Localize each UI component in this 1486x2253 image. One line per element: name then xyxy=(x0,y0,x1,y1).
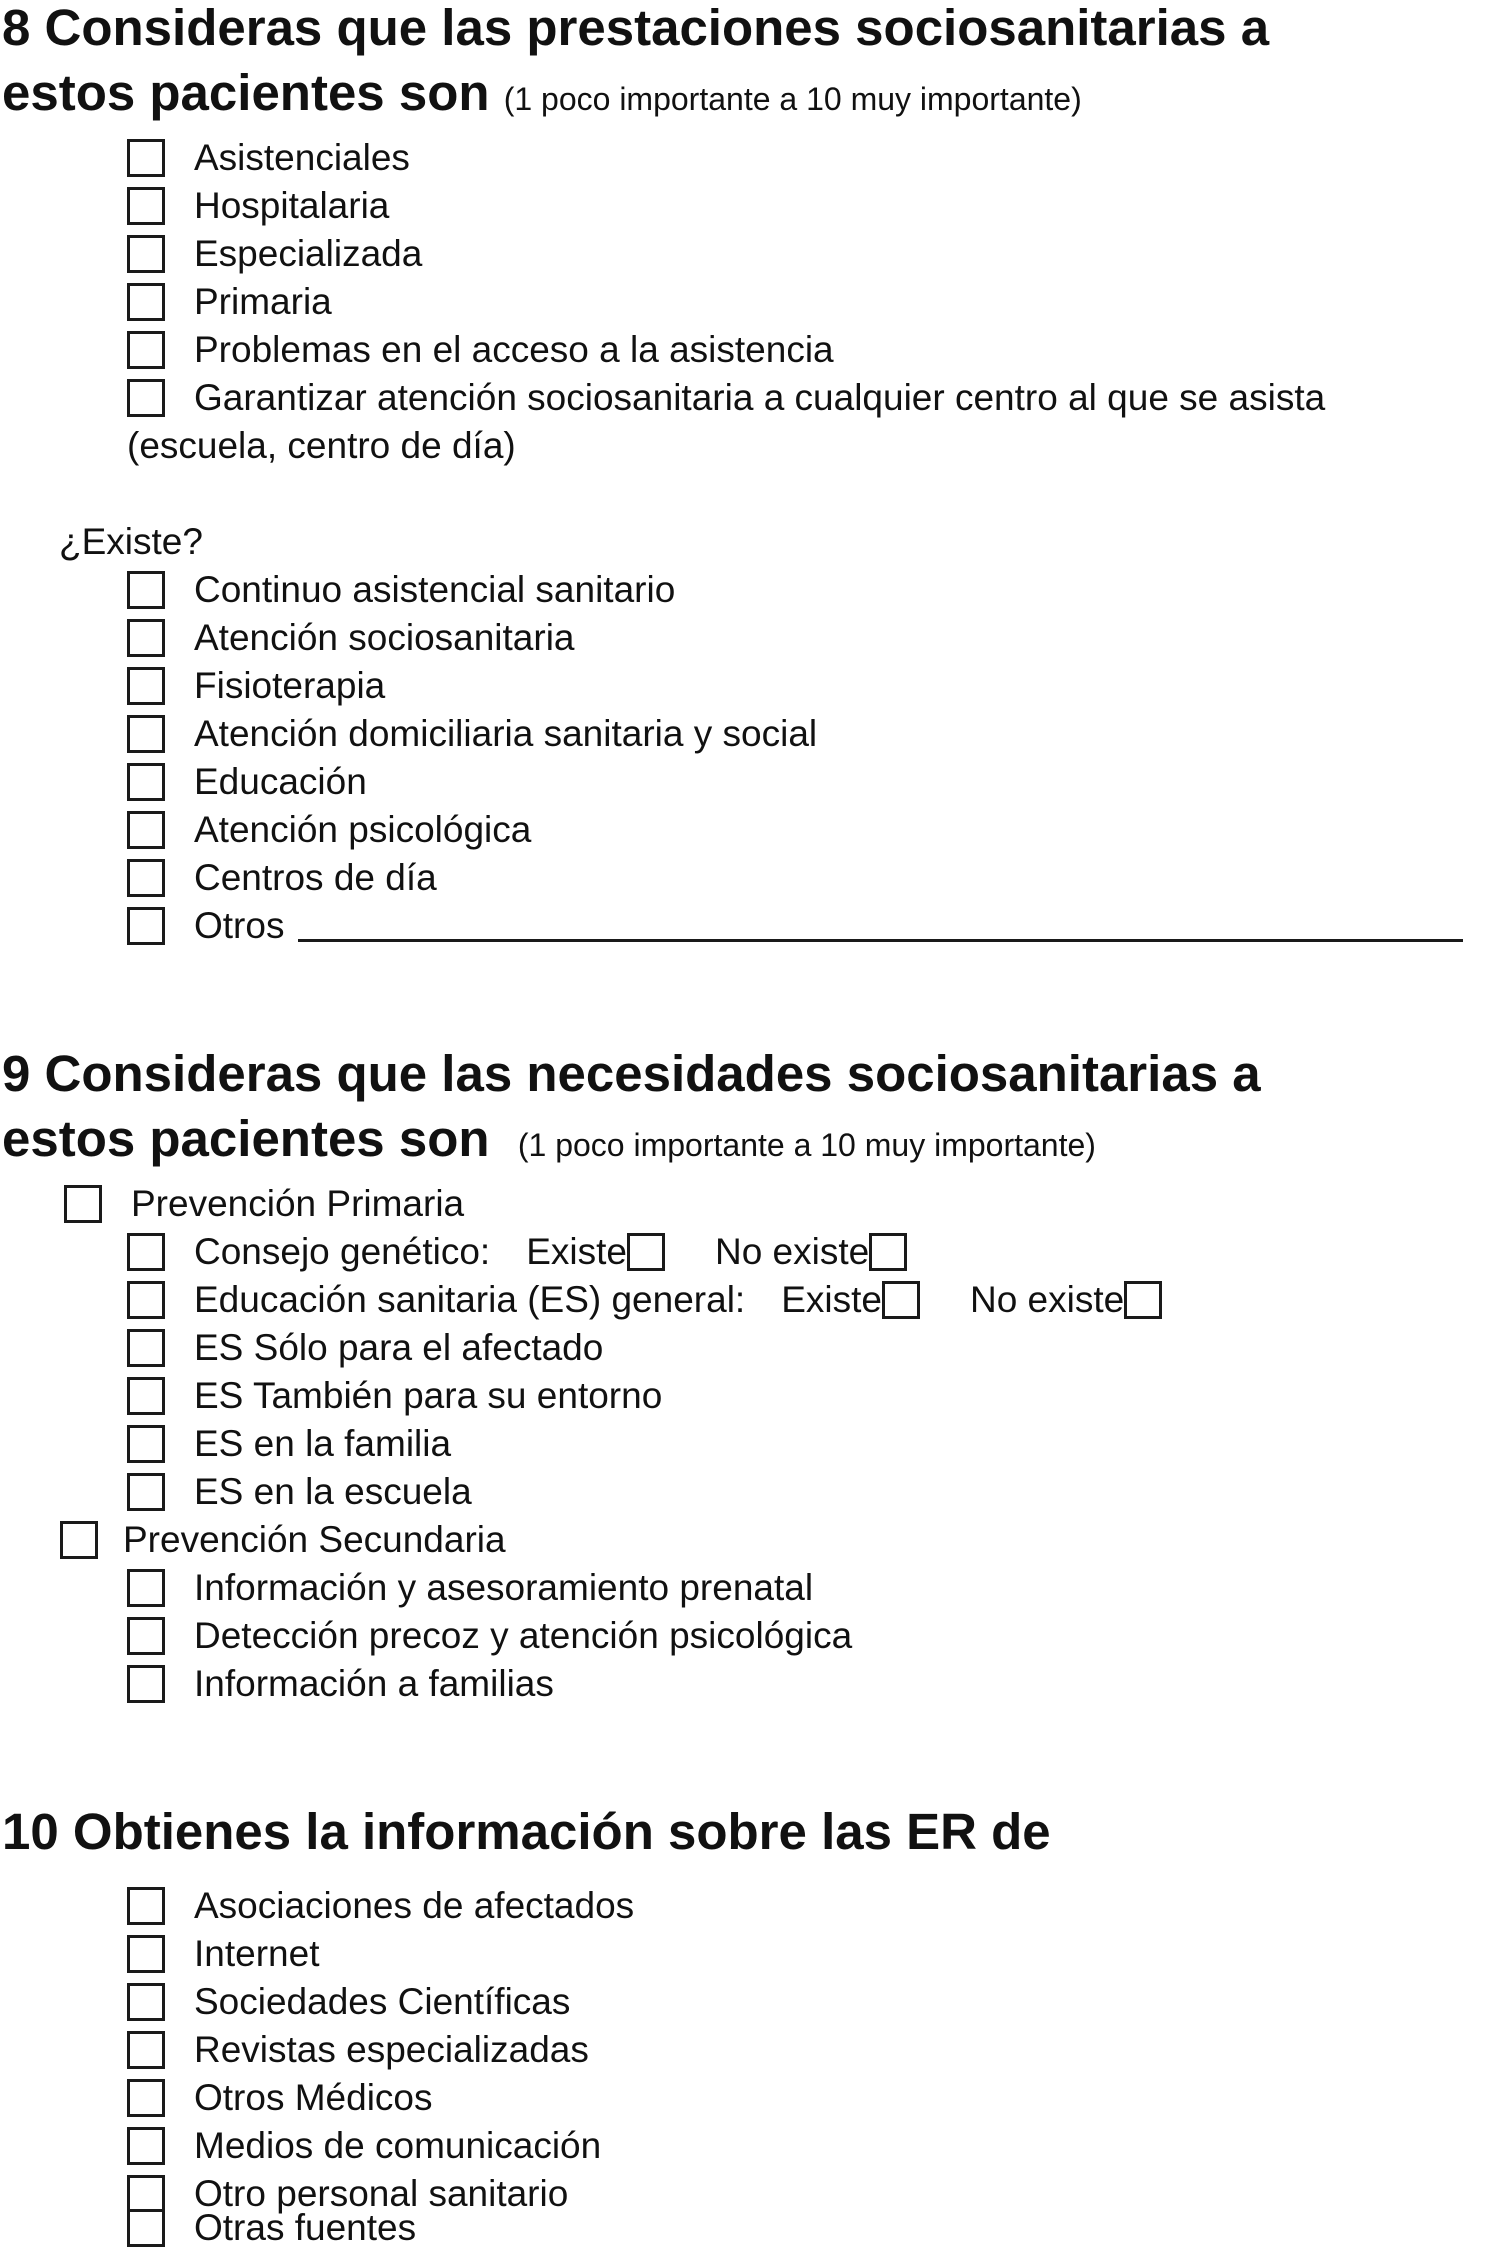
checkbox[interactable] xyxy=(127,1425,165,1463)
option-label: Atención domiciliaria sanitaria y social xyxy=(194,713,818,754)
option-label: ES en la escuela xyxy=(194,1471,472,1512)
checkbox[interactable] xyxy=(60,1521,98,1559)
checkbox[interactable] xyxy=(127,2127,165,2165)
q8-title-line1: 8 Consideras que las prestaciones sociosanitarias a xyxy=(2,0,1270,56)
q8-option[interactable] xyxy=(127,231,422,277)
option-label: Prevención Primaria xyxy=(131,1183,465,1224)
not-exists-label: No existe xyxy=(714,1231,870,1272)
checkbox[interactable] xyxy=(127,763,165,801)
option-label: Revistas especializadas xyxy=(194,2029,589,2070)
checkbox[interactable] xyxy=(127,619,165,657)
q10-option[interactable] xyxy=(127,1931,319,1977)
checkbox[interactable] xyxy=(127,907,165,945)
q8-continuation: (escuela, centro de día) xyxy=(127,425,516,466)
checkbox[interactable] xyxy=(127,1935,165,1973)
q9-title-line2: estos pacientes son (1 poco importante a 10 muy importante) xyxy=(2,1110,1096,1167)
checkbox[interactable] xyxy=(127,811,165,849)
checkbox[interactable] xyxy=(127,1887,165,1925)
q9-primary-prevention[interactable] xyxy=(64,1181,464,1227)
q9-note: (1 poco importante a 10 muy importante) xyxy=(517,1127,1096,1163)
exists-checkbox[interactable] xyxy=(882,1281,920,1319)
checkbox[interactable] xyxy=(127,139,165,177)
option-label: Prevención Secundaria xyxy=(123,1519,506,1560)
q9-primary-option[interactable] xyxy=(127,1373,662,1419)
checkbox[interactable] xyxy=(127,2031,165,2069)
option-label: Educación xyxy=(194,761,367,802)
option-label: Atención psicológica xyxy=(194,809,532,850)
option-label: Información y asesoramiento prenatal xyxy=(194,1567,814,1608)
checkbox[interactable] xyxy=(127,1281,165,1319)
q9-secondary-prevention[interactable] xyxy=(60,1517,506,1563)
option-label: Otro personal sanitario xyxy=(194,2173,569,2214)
checkbox[interactable] xyxy=(127,331,165,369)
checkbox[interactable] xyxy=(127,715,165,753)
option-label: Hospitalaria xyxy=(194,185,390,226)
q10-option[interactable] xyxy=(127,1979,570,2025)
q8-exists-option[interactable] xyxy=(127,759,367,805)
q9-secondary-option[interactable] xyxy=(127,1661,554,1707)
q8-exists-option[interactable] xyxy=(127,711,817,757)
q8-exists-option[interactable] xyxy=(127,855,437,901)
option-label: Fisioterapia xyxy=(194,665,386,706)
option-label: ES Sólo para el afectado xyxy=(194,1327,604,1368)
option-label: ES en la familia xyxy=(194,1423,452,1464)
q10-title: 10 Obtienes la información sobre las ER de xyxy=(2,1803,1051,1860)
checkbox[interactable] xyxy=(127,1329,165,1367)
option-label: Sociedades Científicas xyxy=(194,1981,571,2022)
q8-note: (1 poco importante a 10 muy importante) xyxy=(503,81,1082,117)
q8-exists-option[interactable] xyxy=(127,663,385,709)
q9-title-line1: 9 Consideras que las necesidades sociosanitarias a xyxy=(2,1045,1261,1102)
option-label: Primaria xyxy=(194,281,332,322)
option-label: Otros xyxy=(194,905,285,946)
option-label: Garantizar atención sociosanitaria a cualquier centro al que se asista xyxy=(194,377,1326,418)
q8-option[interactable] xyxy=(127,183,389,229)
option-label: Atención sociosanitaria xyxy=(194,617,575,658)
exists-label: Existe xyxy=(781,1279,882,1320)
option-label: Especializada xyxy=(194,233,423,274)
option-label: Problemas en el acceso a la asistencia xyxy=(194,329,834,370)
q9-primary-option[interactable] xyxy=(127,1469,472,1515)
checkbox[interactable] xyxy=(127,187,165,225)
checkbox[interactable] xyxy=(127,1665,165,1703)
q9-genetic-counsel[interactable] xyxy=(127,1229,907,1275)
not-exists-checkbox[interactable] xyxy=(1124,1281,1162,1319)
option-label: Consejo genético: xyxy=(194,1231,491,1272)
q8-exists-option[interactable] xyxy=(127,567,675,613)
checkbox[interactable] xyxy=(127,1983,165,2021)
checkbox[interactable] xyxy=(127,1617,165,1655)
q9-primary-option[interactable] xyxy=(127,1325,603,1371)
option-label: ES También para su entorno xyxy=(194,1375,663,1416)
q9-primary-option[interactable] xyxy=(127,1421,451,1467)
other-text-field[interactable] xyxy=(298,911,1463,942)
exists-label: Existe xyxy=(526,1231,627,1272)
q10-option[interactable] xyxy=(127,2205,416,2251)
checkbox[interactable] xyxy=(127,1473,165,1511)
q8-exists-option[interactable] xyxy=(127,807,531,853)
q10-option[interactable] xyxy=(127,2123,601,2169)
q10-option[interactable] xyxy=(127,2027,589,2073)
q8-exists-label: ¿Existe? xyxy=(59,521,203,562)
not-exists-checkbox[interactable] xyxy=(869,1233,907,1271)
checkbox[interactable] xyxy=(127,1233,165,1271)
q9-secondary-option[interactable] xyxy=(127,1613,852,1659)
q9-secondary-option[interactable] xyxy=(127,1565,813,1611)
q9-health-education[interactable] xyxy=(127,1277,1162,1323)
checkbox[interactable] xyxy=(127,859,165,897)
q8-title-line2: estos pacientes son (1 poco importante a 10 muy importante) xyxy=(2,64,1082,121)
q10-option[interactable] xyxy=(127,2075,433,2121)
checkbox[interactable] xyxy=(64,1185,102,1223)
checkbox[interactable] xyxy=(127,667,165,705)
q10-option[interactable] xyxy=(127,1883,634,1929)
q8-exists-option[interactable] xyxy=(127,615,575,661)
checkbox[interactable] xyxy=(127,2209,165,2247)
option-label: Asistenciales xyxy=(194,137,410,178)
option-label: Educación sanitaria (ES) general: xyxy=(194,1279,746,1320)
checkbox[interactable] xyxy=(127,2079,165,2117)
not-exists-label: No existe xyxy=(969,1279,1125,1320)
checkbox[interactable] xyxy=(127,379,165,417)
q8-exists-option-other[interactable] xyxy=(127,903,1463,949)
option-label: Medios de comunicación xyxy=(194,2125,602,2166)
q8-option[interactable] xyxy=(127,375,1325,421)
q8-option[interactable] xyxy=(127,135,410,181)
q8-option[interactable] xyxy=(127,279,332,325)
q8-option[interactable] xyxy=(127,327,834,373)
option-label: Otros Médicos xyxy=(194,2077,433,2118)
checkbox[interactable] xyxy=(127,1569,165,1607)
option-label: Continuo asistencial sanitario xyxy=(194,569,676,610)
exists-checkbox[interactable] xyxy=(627,1233,665,1271)
option-label: Otras fuentes xyxy=(194,2207,417,2248)
checkbox[interactable] xyxy=(127,283,165,321)
checkbox[interactable] xyxy=(127,1377,165,1415)
checkbox[interactable] xyxy=(127,235,165,273)
option-label: Detección precoz y atención psicológica xyxy=(194,1615,853,1656)
option-label: Internet xyxy=(194,1933,320,1974)
option-label: Información a familias xyxy=(194,1663,554,1704)
option-label: Asociaciones de afectados xyxy=(194,1885,635,1926)
option-label: Centros de día xyxy=(194,857,437,898)
checkbox[interactable] xyxy=(127,571,165,609)
